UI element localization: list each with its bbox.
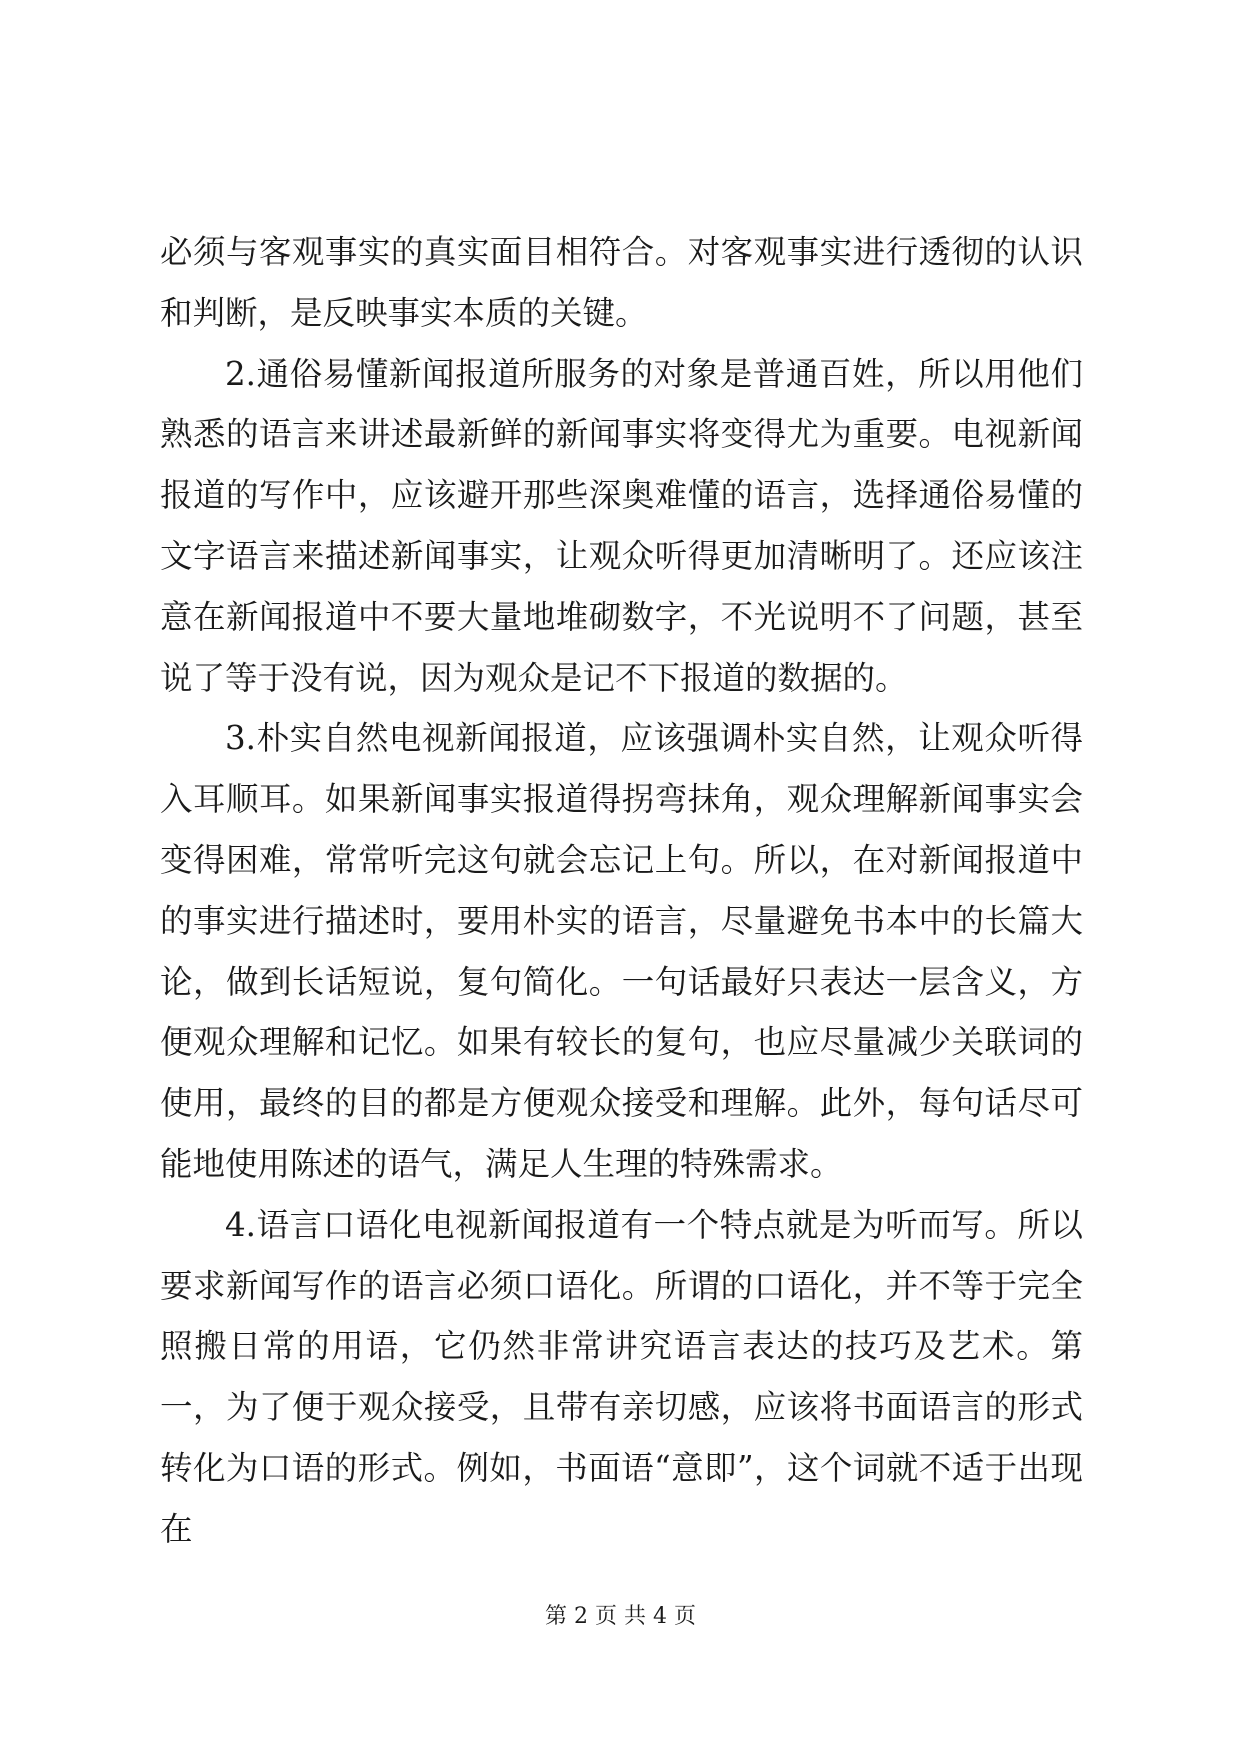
document-body (160, 222, 1083, 1560)
paragraph-simple-natural: 3.朴实自然电视新闻报道，应该强调朴实自然，让观众听得入耳顺耳。如果新闻事实报道得拐弯抹角，观众理解新闻事实会变得困难，常常听完这句就会忘记上句。所以，在对新闻报道中的事实进行描述时，要用朴实的语言，尽量避免书本中的长篇大论，做到长话短说，复句简化。一句话最好只表达一层含义，方便观众理解和记忆。如果有较长的复句，也应尽量减少关联词的使用，最终的目的都是方便观众接受和理解。此外，每句话尽可能地使用陈述的语气，满足人生理的特殊需求。 (160, 719, 1083, 1183)
paragraph-plain-language: 2.通俗易懂新闻报道所服务的对象是普通百姓，所以用他们熟悉的语言来讲述最新鲜的新闻事实将变得尤为重要。电视新闻报道的写作中，应该避开那些深奥难懂的语言，选择通俗易懂的文字语言来描述新闻事实，让观众听得更加清晰明了。还应该注意在新闻报道中不要大量地堆砌数字，不光说明不了问题，甚至说了等于没有说，因为观众是记不下报道的数据的。 (160, 354, 1083, 697)
paragraph-colloquial-language: 4.语言口语化电视新闻报道有一个特点就是为听而写。所以要求新闻写作的语言必须口语化。所谓的口语化，并不等于完全照搬日常的用语，它仍然非常讲究语言表达的技巧及艺术。第一，为了便于观众接受，且带有亲切感，应该将书面语言的形式转化为口语的形式。例如，书面语“意即”，这个词就不适于出现在 (160, 1205, 1083, 1548)
paragraph-continuation: 必须与客观事实的真实面目相符合。对客观事实进行透彻的认识和判断，是反映事实本质的关键。 (160, 233, 1083, 332)
page-number-footer: 第 2 页 共 4 页 (545, 1604, 696, 1629)
